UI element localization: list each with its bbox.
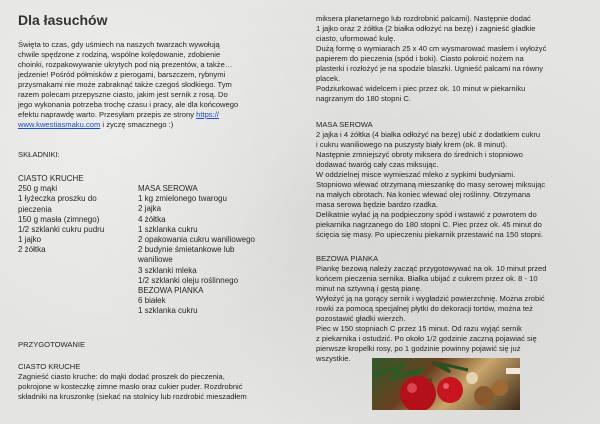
intro-line: jego wykonania potrzeba trochę czasu i pracy, ale dla końcowego [18, 100, 239, 109]
prep-line: Zagnieść ciasto kruche: do mąki dodać proszek do pieczenia, [18, 372, 225, 381]
text-line: placek. [316, 74, 341, 83]
intro-text: efektu naprawdę warto. Przesyłam przepis ze strony [18, 110, 194, 119]
ingredient-item: 2 budynie śmietankowe lub [138, 245, 235, 255]
text-line: plasterki i rozłożyć je na spodzie blaszki. Ugnieść palcami na równy [316, 64, 544, 73]
ingredient-item: 1 kg zmielonego twarogu [138, 194, 227, 204]
text-line: końcem pieczenia sernika. Białka ubijać z cukrem przez ok. 8 - 10 [316, 274, 538, 283]
page-title: Dla łasuchów [18, 12, 108, 28]
intro-line [18, 120, 298, 130]
text-line: na małych obrotach. Na koniec wlewać olej roślinny. Otrzymana [316, 190, 531, 199]
intro-line: Święta to czas, gdy uśmiech na naszych twarzach wywołują [18, 40, 220, 49]
text-line: Delikatnie wylać ją na podpieczony spód i wstawić z powrotem do [316, 210, 537, 219]
intro-paragraph [18, 40, 298, 130]
text-line: rowki za pomocą specjalnej płytki do dekoracji tortów, można też [316, 304, 533, 313]
text-line: 2 jajka i 4 żółtka (4 białka odłożyć na bezę) ubić z dodatkiem cukru [316, 130, 541, 139]
preparation-label: PRZYGOTOWANIE [18, 340, 86, 349]
ingredient-item: waniliowe [138, 255, 173, 265]
text-line: ciasto, uformować kulę. [316, 34, 396, 43]
text-line: z piekarnika i ostudzić. Po około 1/2 godzinie zaczną pojawiać się [316, 334, 537, 343]
text-line: 1 jajko oraz 2 żółtka (2 białka odłożyć na bezę) i zagnieść gładkie [316, 24, 536, 33]
text-line: dodawać twaróg cały czas miksując. [316, 160, 439, 169]
ingredient-item: 4 żółtka [138, 214, 166, 224]
text-line: Podziurkować widelcem i piec przez ok. 10 minut w piekarniku [316, 84, 526, 93]
ingredient-item: 3 szklanki mleka [138, 265, 197, 275]
mass-prep-heading: MASA SEROWA [316, 120, 373, 129]
ingredient-item: 2 opakowania cukru waniliowego [138, 235, 255, 245]
prep-line: pokrojone w kosteczkę zimne masło oraz cukier puder. Rozdrobnić [18, 382, 243, 391]
prep-crust-continued [316, 14, 584, 104]
text-line: Dużą formę o wymiarach 25 x 40 cm wysmarować masłem i wyłożyć [316, 44, 547, 53]
text-line: papierem do pieczenia (spód i boki). Ciasto pokroić nożem na [316, 54, 524, 63]
ingredient-item: 250 g mąki [18, 184, 58, 194]
meringue-prep-heading: BEZOWA PIANKA [316, 254, 379, 263]
intro-line [18, 110, 298, 120]
section-heading: BEZOWA PIANKA [138, 286, 204, 296]
christmas-ornaments-photo [372, 358, 520, 410]
text-line: ścięcia się masy. Po upieczeniu piekarnik przestawić na 150 stopni. [316, 230, 543, 239]
text-line: Piankę bezową należy zacząć przygotowywać na ok. 10 minut przed [316, 264, 547, 273]
intro-line: jedzenie! Pośród półmisków z pierogami, barszczem, rybnymi [18, 70, 226, 79]
text-line: nagrzanym do 180 stopni C. [316, 94, 411, 103]
meringue-prep-text [316, 264, 584, 364]
text-line: pierwsze kropelki rosy, po 1 godzinie powinny pojawić się już [316, 344, 521, 353]
intro-line: choinki, rozpakowywanie ukrytych pod nią prezentów, a także… [18, 60, 233, 69]
ingredient-item: 2 żółtka [18, 245, 46, 255]
source-link[interactable]: https:// [196, 110, 219, 119]
text-line: Następnie zmniejszyć obroty miksera do średnich i stopniowo [316, 150, 523, 159]
section-heading: CIASTO KRUCHE [18, 174, 84, 183]
ingredient-item: 1/2 szklanki cukru pudru [18, 225, 105, 235]
mass-prep-text [316, 130, 584, 240]
ingredient-item: 1 łyżeczka proszku do [18, 194, 97, 204]
prep-crust-text [18, 372, 304, 402]
mass-ingredients [138, 184, 298, 317]
section-heading: MASA SEROWA [138, 184, 198, 193]
ingredient-item: 6 białek [138, 296, 166, 306]
text-line: masa serowa będzie bardzo rzadka. [316, 200, 438, 209]
prep-line: składniki na kruszonkę (siekać na stolnicy lub rozdrobić mieszadłem [18, 392, 247, 401]
ingredients-label: SKŁADNIKI: [18, 150, 60, 159]
left-page [18, 0, 304, 424]
ingredient-item: 1 jajko [18, 235, 42, 245]
ingredient-item: pieczenia [18, 204, 52, 214]
source-link-domain[interactable]: www.kwestiasmaku.com [18, 120, 101, 129]
text-line: i cukru waniliowego na puszysty biały krem (ok. 8 minut). [316, 140, 508, 149]
intro-line: przysmakami nie może zabraknąć także czegoś słodkiego. Tym [18, 80, 232, 89]
intro-line: razem polecam przepyszne ciasto, jakim jest sernik z rosą. Do [18, 90, 228, 99]
ornaments-illustration [372, 358, 520, 410]
text-line: Piec w 150 stopniach C przez 15 minut. Od razu wyjąć sernik [316, 324, 522, 333]
ingredient-item: 1/2 szklanki oleju roślinnego [138, 275, 239, 285]
text-line: Wyłożyć ją na gorący sernik i wygładzić powierzchnię. Można zrobić [316, 294, 545, 303]
ingredient-item: 150 g masła (zimnego) [18, 214, 100, 224]
intro-line: chwile spędzone z rodziną, wspólne kolędowanie, zdobienie [18, 50, 221, 59]
closing-text: i życzę smacznego :) [100, 120, 174, 129]
text-line: piekarnika nagrzanego do 180 stopni C. Piec przez ok. 45 minut do [316, 220, 542, 229]
ingredient-item: 1 szklanka cukru [138, 224, 198, 234]
prep-crust-heading: CIASTO KRUCHE [18, 362, 81, 371]
text-line: pozostawić gładki wierzch. [316, 314, 406, 323]
ingredient-item: 1 szklanka cukru [138, 306, 198, 316]
text-line: wszystkie. [316, 354, 351, 363]
ingredient-item: 2 jajka [138, 204, 162, 214]
text-line: minut na sztywną i gęstą pianę. [316, 284, 422, 293]
crust-ingredients [18, 174, 138, 256]
text-line: miksera planetarnego lub rozdrobnić palcami). Następnie dodać [316, 14, 531, 23]
text-line: W oddzielnej misce wymieszać mleko z sypkimi budyniami. [316, 170, 516, 179]
text-line: Stopniowo wlewać otrzymaną mieszankę do masy serowej miksując [316, 180, 546, 189]
